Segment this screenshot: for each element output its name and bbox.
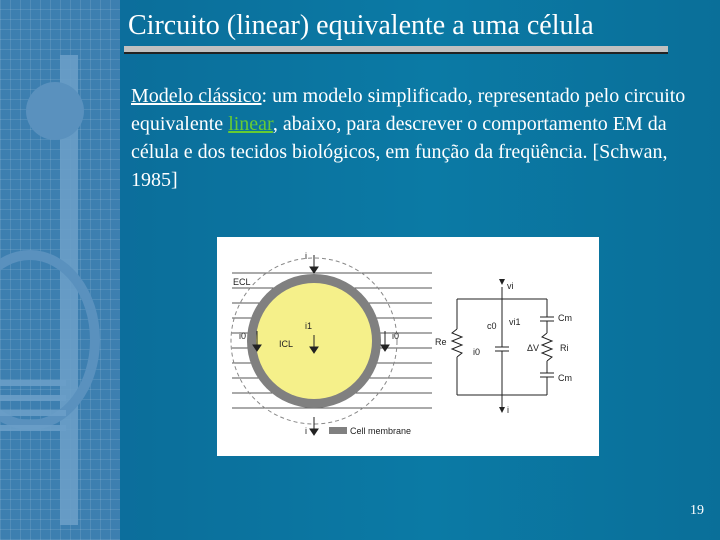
resistor-ri	[542, 333, 552, 361]
decorative-bar	[0, 395, 66, 401]
paragraph-text-2: , abaixo, para descrever o comportamento EM da célula e dos tecidos biológicos, em função da freqüência. [Schwan, 1985]	[131, 113, 668, 191]
label-cm-bottom: Cm	[558, 373, 572, 383]
label-c0: c0	[487, 321, 497, 331]
term-linear-link[interactable]: linear	[228, 113, 273, 135]
term-underlined: Modelo clássico	[131, 85, 262, 107]
label-vi: vi	[507, 281, 514, 291]
circuit-diagram-svg	[217, 237, 599, 456]
decorative-bar	[0, 410, 66, 416]
label-circuit-i: i	[507, 405, 509, 415]
body-paragraph	[131, 82, 691, 194]
resistor-re	[452, 329, 462, 357]
label-ri: Ri	[560, 343, 569, 353]
decorative-bar	[0, 425, 66, 431]
arrowhead	[499, 407, 505, 413]
label-i0: i0	[239, 331, 247, 341]
decorative-bar	[0, 380, 66, 386]
decorative-circle	[26, 82, 84, 140]
legend-membrane-label: Cell membrane	[350, 426, 412, 436]
label-ecl: ECL	[233, 277, 251, 287]
arrowhead	[310, 429, 318, 435]
label-i1: i1	[305, 321, 313, 331]
label-i-top: i	[305, 251, 307, 261]
slide-title: Circuito (linear) equivalente a uma célula	[128, 10, 594, 41]
label-i-bottom: i	[305, 426, 307, 436]
cell-circuit-figure	[217, 237, 599, 456]
label-i0-circuit: i0	[473, 347, 481, 357]
arrowhead	[499, 279, 505, 285]
label-i-right: i0	[392, 331, 400, 341]
page-number: 19	[690, 503, 704, 518]
label-delta-v: ΔV	[527, 343, 540, 353]
label-re: Re	[435, 337, 447, 347]
title-rule	[124, 46, 668, 52]
label-vi1: vi1	[509, 317, 521, 327]
legend-membrane-swatch	[329, 427, 347, 434]
label-cm-top: Cm	[558, 313, 572, 323]
arrowhead	[310, 267, 318, 273]
paragraph-text-1: : um modelo simplificado, representado pelo circuito equivalente	[131, 85, 686, 135]
label-icl: ICL	[279, 339, 294, 349]
